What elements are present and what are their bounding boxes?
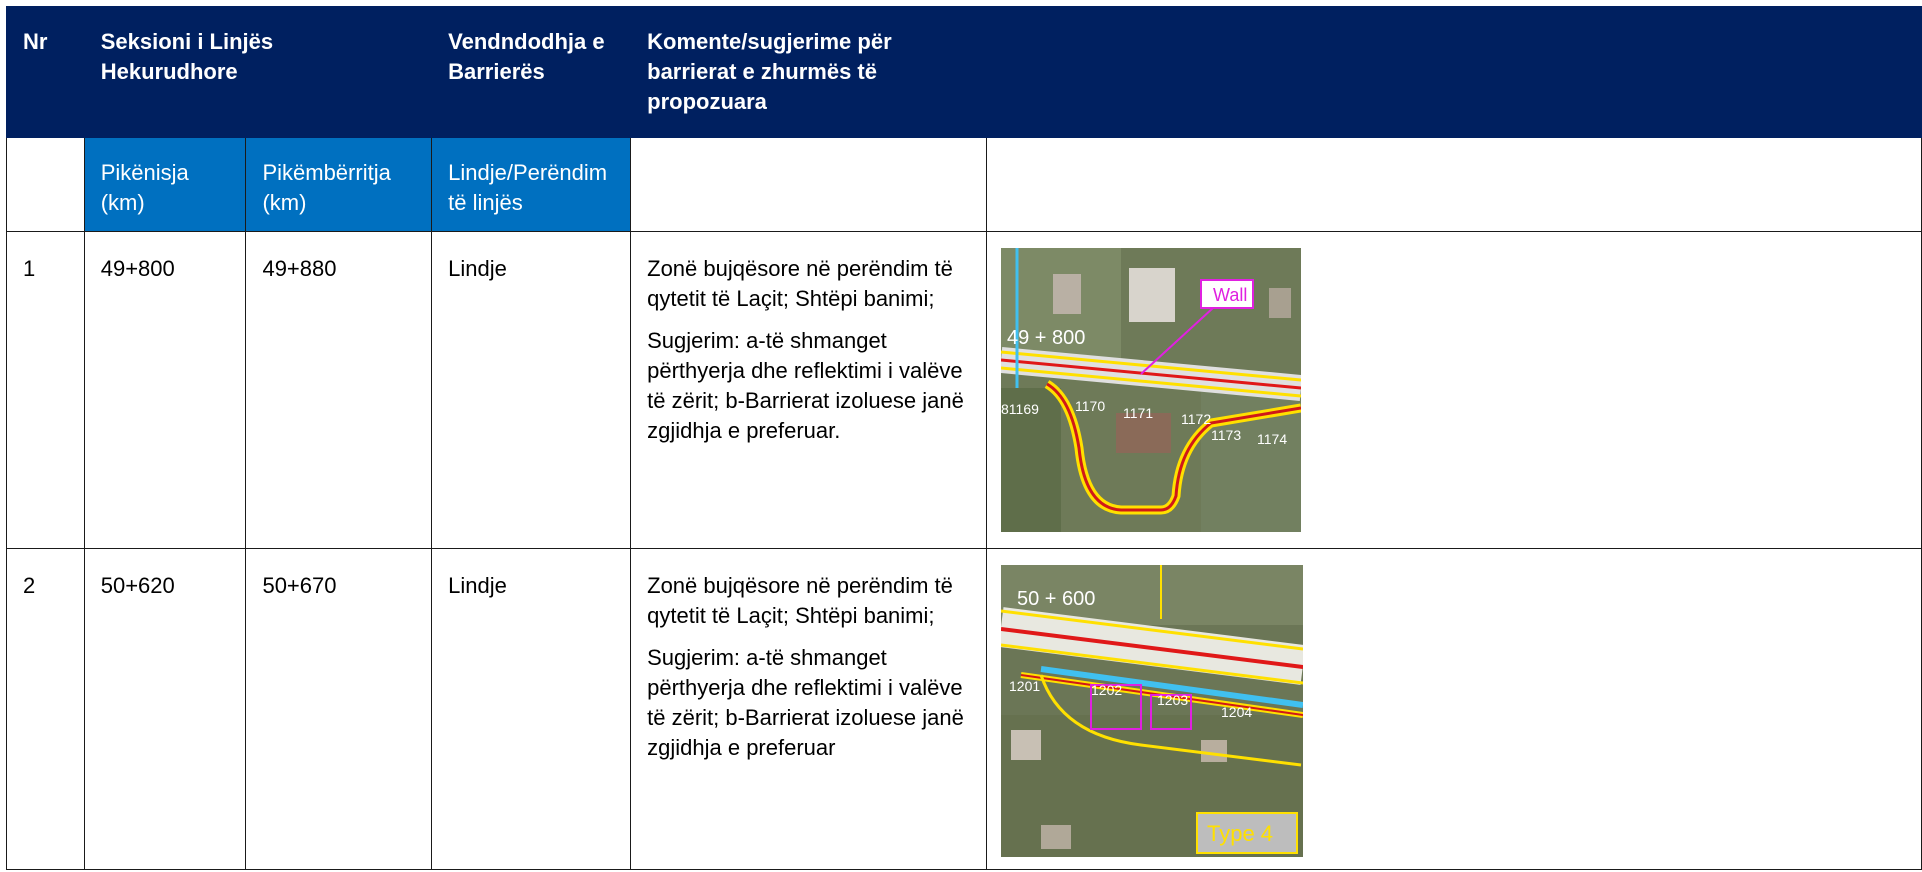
subheader-empty-nr (7, 138, 85, 232)
header-section: Seksioni i Linjës Hekurudhore (84, 7, 431, 138)
row-start-km: 49+800 (84, 232, 246, 549)
map-parcel-label: 1171 (1122, 405, 1153, 421)
row-map-cell (986, 549, 1921, 870)
header-blank (986, 7, 1921, 138)
comment-context: Zonë bujqësore në perëndim të qytetit të Laçit; Shtëpi banimi; (647, 256, 953, 311)
row-side: Lindje (432, 232, 631, 549)
map-chainage-label: 49 + 800 (1006, 327, 1086, 349)
comment-suggestion: Sugjerim: a-të shmanget përthyerja dhe reflektimi i valëve të zërit; b-Barrierat izoluese janë zgjidhja e preferuar. (647, 328, 964, 443)
header-comments: Komente/sugjerime për barrierat e zhurmës të propozuara (631, 7, 987, 138)
subheader-side: Lindje/Perëndim të linjës (432, 138, 631, 232)
subheader-end: Pikëmbërritja (km) (246, 138, 432, 232)
table-row (7, 232, 1922, 549)
header-row (7, 7, 1922, 138)
row-nr: 1 (7, 232, 85, 549)
map-callout: Type 4 (1206, 821, 1273, 846)
subheader-start: Pikënisja (km) (84, 138, 246, 232)
map-parcel-label: 1173 (1210, 427, 1241, 443)
row-map-cell (986, 232, 1921, 549)
table-row (7, 549, 1922, 870)
subheader-empty-comments (631, 138, 987, 232)
aerial-map-image (1001, 248, 1301, 532)
comment-suggestion: Sugjerim: a-të shmanget përthyerja dhe reflektimi i valëve të zërit; b-Barrierat izoluese janë zgjidhja e preferuar (647, 645, 964, 760)
row-comment (631, 232, 987, 549)
aerial-map-image (1001, 565, 1303, 857)
map-callout: Wall (1212, 285, 1248, 305)
comment-context: Zonë bujqësore në perëndim të qytetit të Laçit; Shtëpi banimi; (647, 573, 953, 628)
row-nr: 2 (7, 549, 85, 870)
row-end-km: 49+880 (246, 232, 432, 549)
map-parcel-label: 1174 (1256, 431, 1287, 447)
map-chainage-label: 50 + 600 (1016, 588, 1096, 610)
noise-barrier-table (6, 6, 1922, 870)
row-side: Lindje (432, 549, 631, 870)
map-parcel-label: 1204 (1220, 704, 1252, 720)
row-start-km: 50+620 (84, 549, 246, 870)
map-parcel-label: 1170 (1074, 398, 1105, 414)
row-comment (631, 549, 987, 870)
subheader-row (7, 138, 1922, 232)
header-location: Vendndodhja e Barrierës (432, 7, 631, 138)
row-end-km: 50+670 (246, 549, 432, 870)
map-parcel-label: 1203 (1156, 692, 1188, 708)
map-parcel-label: 81169 (1000, 401, 1039, 417)
map-parcel-label: 1172 (1180, 411, 1211, 427)
map-parcel-label: 1202 (1090, 682, 1122, 698)
header-nr: Nr (7, 7, 85, 138)
subheader-empty-image (986, 138, 1921, 232)
map-parcel-label: 1201 (1008, 678, 1040, 694)
